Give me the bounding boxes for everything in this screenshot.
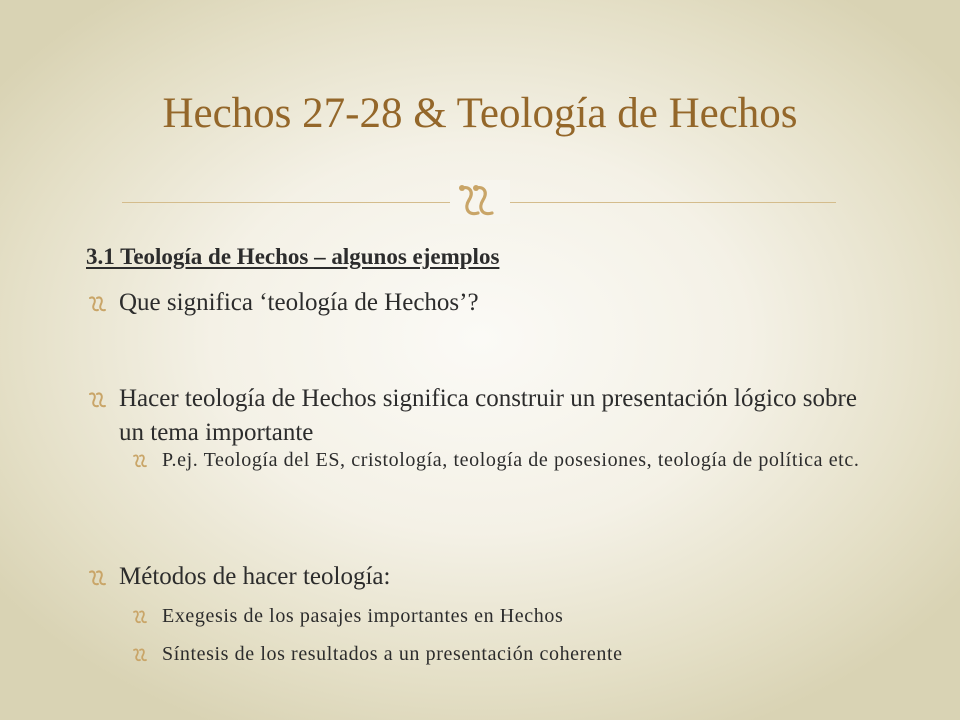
sub-bullet-item bbox=[130, 602, 862, 631]
section-subheading: 3.1 Teología de Hechos – algunos ejemplos bbox=[86, 244, 500, 269]
sub-bullet-text: Síntesis de los resultados a un presentación coherente bbox=[162, 643, 623, 665]
curl-bullet-icon bbox=[86, 382, 112, 416]
sub-bullet-text: P.ej. Teología del ES, cristología, teología de posesiones, teología de política etc. bbox=[162, 449, 860, 471]
sub-bullet-text: Exegesis de los pasajes importantes en Hechos bbox=[162, 605, 564, 627]
bullet-text: Hacer teología de Hechos significa construir un presentación lógico sobre un tema importante bbox=[119, 385, 857, 446]
bullet-text: Que significa ‘teología de Hechos’? bbox=[119, 289, 479, 316]
sub-bullet-item bbox=[130, 446, 862, 475]
curl-bullet-icon bbox=[86, 286, 112, 320]
sub-bullet-item bbox=[130, 640, 862, 669]
curl-bullet-small-icon bbox=[130, 446, 156, 475]
curl-bullet-icon bbox=[86, 560, 112, 594]
bullet-item bbox=[86, 560, 859, 594]
bullet-text: Métodos de hacer teología: bbox=[119, 563, 391, 590]
bullet-item bbox=[86, 382, 859, 450]
flourish-icon bbox=[450, 180, 510, 224]
curl-bullet-small-icon bbox=[130, 602, 156, 631]
curl-bullet-small-icon bbox=[130, 640, 156, 669]
bullet-item bbox=[86, 286, 859, 320]
slide-title: Hechos 27-28 & Teología de Hechos bbox=[162, 90, 798, 137]
